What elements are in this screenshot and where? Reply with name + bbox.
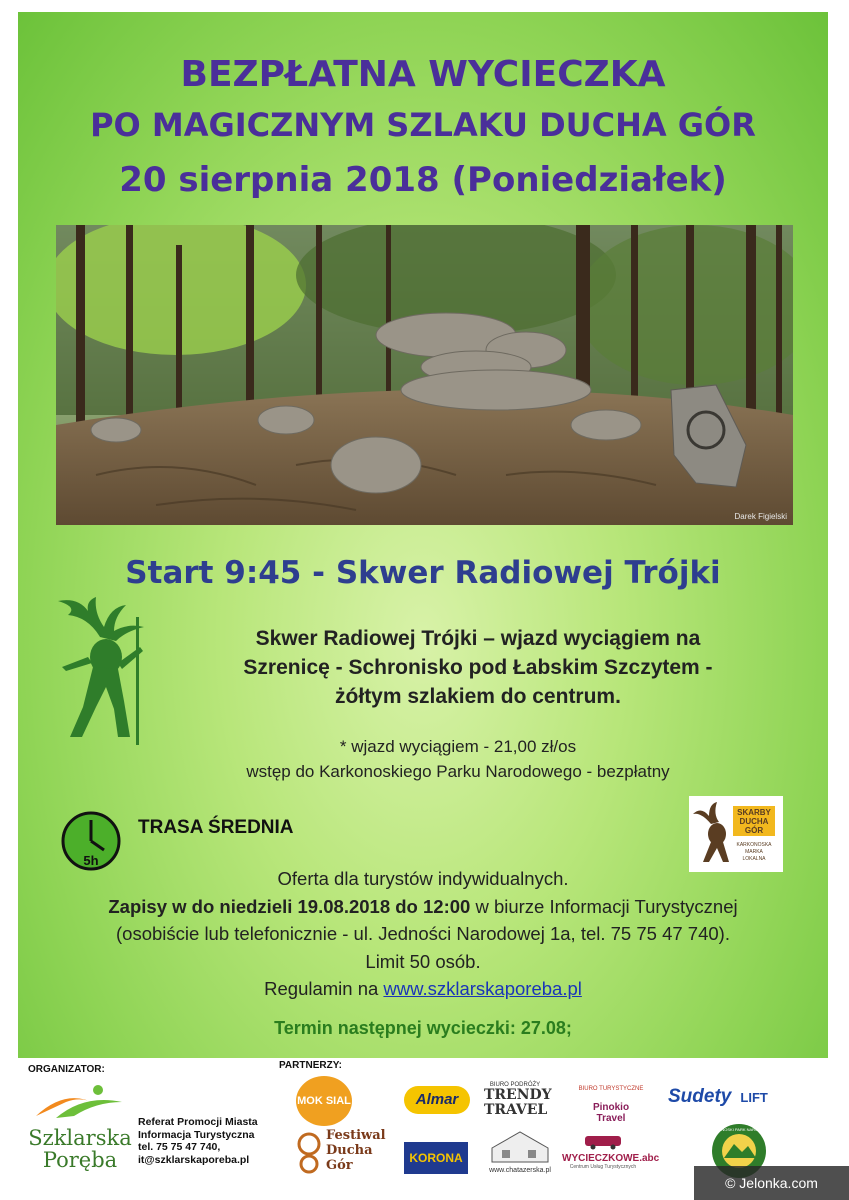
chata-url: www.chatazerska.pl <box>489 1167 551 1174</box>
moksial-logo: MOK SIAL <box>296 1076 352 1126</box>
org-name-2: Poręba <box>42 1148 118 1172</box>
wycieczkowe-logo <box>562 1134 660 1176</box>
trendy-line-1: TRENDY <box>484 1087 552 1103</box>
korona-logo: KORONA <box>404 1142 468 1174</box>
skarby-line-1: SKARBY <box>737 808 771 817</box>
offer-line-5 <box>8 975 838 1003</box>
jelonka-watermark: © Jelonka.com <box>694 1166 849 1200</box>
skarby-line-3: GÓR <box>744 826 764 835</box>
festiwal-ducha-gor-logo <box>296 1126 386 1178</box>
skarby-sub-2: MARKA <box>745 849 763 855</box>
trendy-travel-logo <box>484 1082 552 1122</box>
skarby-line-2: DUCHA <box>739 817 769 826</box>
pinokio-small: BIURO TURYSTYCZNE <box>578 1086 644 1092</box>
trendy-line-2: TRAVEL <box>484 1102 548 1118</box>
szklarska-poreba-logo <box>26 1082 134 1174</box>
route-difficulty: TRASA ŚREDNIA <box>138 817 294 838</box>
sudety-name: Sudety <box>668 1086 732 1107</box>
festiwal-line-1: Festiwal <box>326 1128 386 1143</box>
trendy-small: BIURO PODRÓŻY <box>489 1082 541 1088</box>
wycieczkowe-sub: Centrum Usług Turystycznych <box>569 1164 637 1170</box>
offer-line-1: Oferta dla turystów indywidualnych. <box>277 868 569 889</box>
route-line-3: żółtym szlakiem do centrum. <box>335 685 621 708</box>
referat-line-2: Informacja Turystyczna <box>138 1128 255 1141</box>
poster-background <box>18 12 828 1058</box>
route-line-1: Skwer Radiowej Trójki – wjazd wyciągiem na <box>255 627 701 650</box>
clock-duration: 5h <box>83 853 99 868</box>
offer-info <box>8 865 838 1003</box>
clock-icon <box>60 810 122 872</box>
almar-logo: Almar <box>404 1086 470 1114</box>
wycieczkowe-name: WYCIECZKOWE.abc <box>562 1153 660 1164</box>
offer-line-2 <box>8 893 838 921</box>
regulamin-prefix: Regulamin na <box>264 978 384 999</box>
route-description <box>128 624 828 711</box>
referat-contact <box>138 1116 258 1166</box>
signup-deadline: Zapisy w do niedzieli 19.08.2018 do 12:00 <box>108 895 471 917</box>
org-name-1: Szklarska <box>28 1126 132 1150</box>
start-time-location: Start 9:45 - Skwer Radiowej Trójki <box>125 555 721 591</box>
house-icon <box>488 1128 552 1164</box>
skarby-logo-graphic <box>689 796 783 872</box>
skarby-sub-3: LOKALNA <box>742 856 766 862</box>
festiwal-line-3: Gór <box>326 1158 353 1173</box>
skarby-ducha-gor-logo <box>689 796 783 872</box>
festiwal-line-2: Ducha <box>326 1143 373 1158</box>
photo-credit: Darek Figielski <box>734 512 787 521</box>
pinokio-name: Pinokio Travel <box>592 1102 630 1124</box>
signup-place: w biurze Informacji Turystycznej <box>470 895 738 917</box>
regulamin-link[interactable]: www.szklarskaporeba.pl <box>383 978 582 999</box>
next-trip-date: Termin następnej wycieczki: 27.08; <box>274 1018 572 1038</box>
organizator-label: ORGANIZATOR: <box>28 1064 105 1075</box>
pinokio-travel-logo <box>578 1086 644 1126</box>
fee-park: wstęp do Karkonoskiego Parku Narodowego - bezpłatny <box>246 762 670 781</box>
lift-name: LIFT <box>740 1090 768 1105</box>
fees-info <box>78 734 838 784</box>
partnerzy-label: PARTNERZY: <box>279 1060 342 1071</box>
referat-line-3: tel. 75 75 47 740, <box>138 1141 221 1153</box>
offer-line-4: Limit 50 osób. <box>365 950 481 972</box>
title-line-2: PO MAGICZNYM SZLAKU DUCHA GÓR <box>90 106 756 144</box>
festiwal-icon <box>296 1128 322 1176</box>
referat-line-4: it@szklarskaporeba.pl <box>138 1153 250 1166</box>
chata-logo <box>486 1128 554 1176</box>
title-date: 20 sierpnia 2018 (Poniedziałek) <box>119 160 727 200</box>
skarby-sub-1: KARKONOSKA <box>736 842 772 848</box>
bus-icon <box>583 1134 623 1150</box>
title-line-1: BEZPŁATNA WYCIECZKA <box>180 54 666 95</box>
referat-line-1: Referat Promocji Miasta <box>138 1116 258 1128</box>
kpn-text: KARKONOSKI PARK NARODOWY <box>707 1127 771 1132</box>
offer-line-3: (osobiście lub telefonicznie - ul. Jedności Narodowej 1a, tel. 75 75 47 740). <box>116 923 730 944</box>
forest-rock-photo <box>56 225 793 525</box>
fee-lift: * wjazd wyciągiem - 21,00 zł/os <box>339 737 577 756</box>
route-line-2: Szrenicę - Schronisko pod Łabskim Szczytem - <box>243 656 713 679</box>
sudety-lift-logo <box>668 1086 798 1120</box>
org-logo-graphic <box>26 1082 134 1122</box>
forest-illustration <box>56 225 793 525</box>
